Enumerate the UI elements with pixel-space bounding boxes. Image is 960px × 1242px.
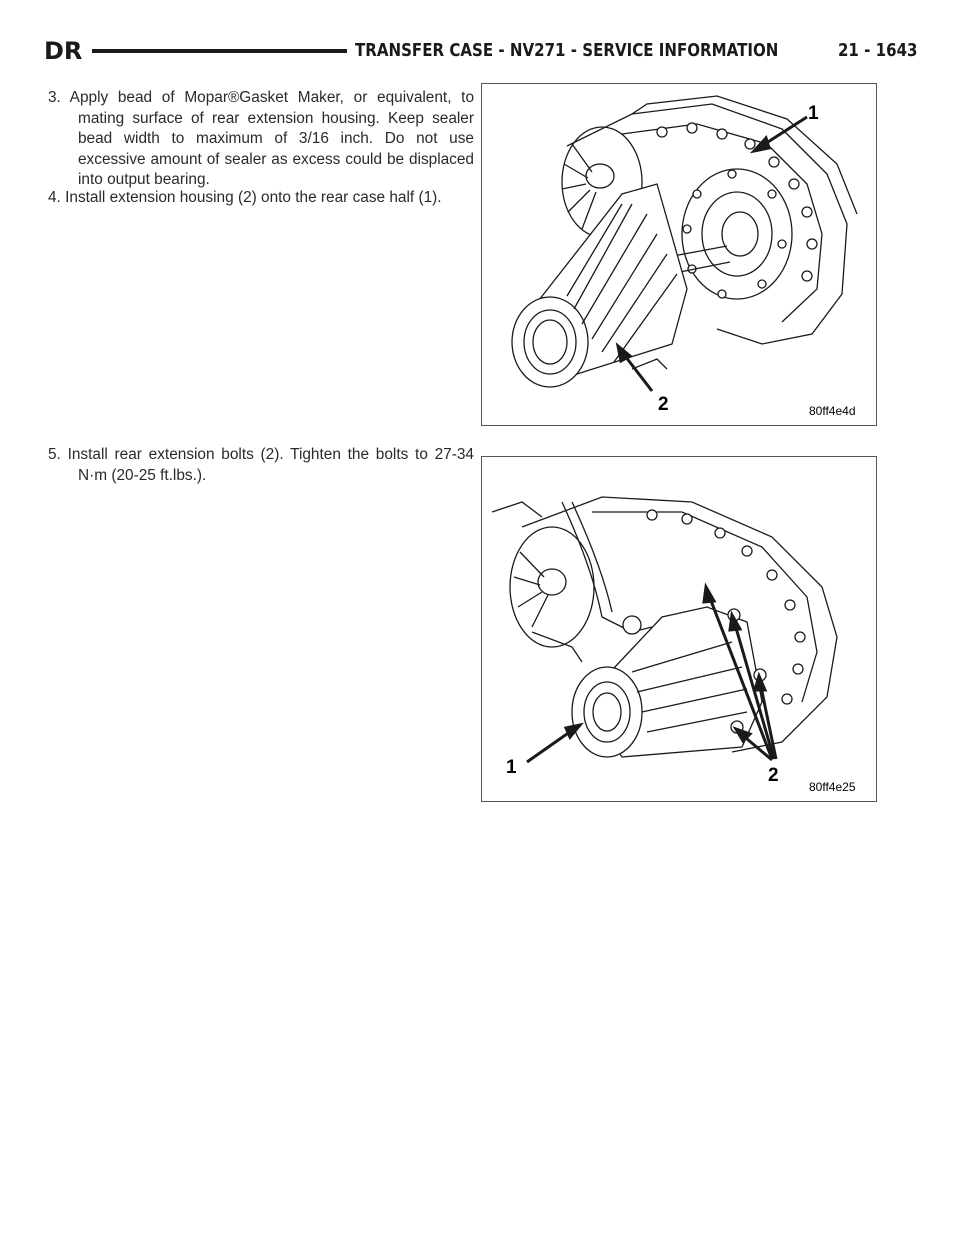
step-5: 5. Install rear extension bolts (2). Tighten the bolts to 27-34 N·m (20-25 ft.lbs.).	[48, 446, 474, 484]
figure-code: 80ff4e4d	[809, 404, 856, 418]
step-3: 3. Apply bead of Mopar®Gasket Maker, or equivalent, to mating surface of rear extension housing. Keep sealer bead width to maximum of 3/16 inch. Do not use excessive amount of sealer as excess could be displaced into output bearing.	[48, 89, 474, 188]
header-title: TRANSFER CASE - NV271 - SERVICE INFORMATION	[355, 41, 779, 61]
callout-2: 2	[658, 394, 669, 415]
page-number: 21 - 1643	[838, 41, 918, 61]
step-4: 4. Install extension housing (2) onto the rear case half (1).	[48, 189, 442, 206]
callout-2: 2	[768, 765, 779, 786]
callout-1: 1	[506, 757, 517, 778]
header-rule	[92, 49, 347, 53]
page-header	[44, 36, 918, 66]
callout-1: 1	[808, 103, 819, 124]
transfer-case-illustration	[482, 84, 876, 425]
transfer-case-bolts-illustration	[482, 457, 876, 801]
figure-code: 80ff4e25	[809, 780, 856, 794]
figure-extension-housing	[481, 83, 877, 426]
figure-extension-bolts	[481, 456, 877, 802]
section-code: DR	[44, 37, 83, 65]
